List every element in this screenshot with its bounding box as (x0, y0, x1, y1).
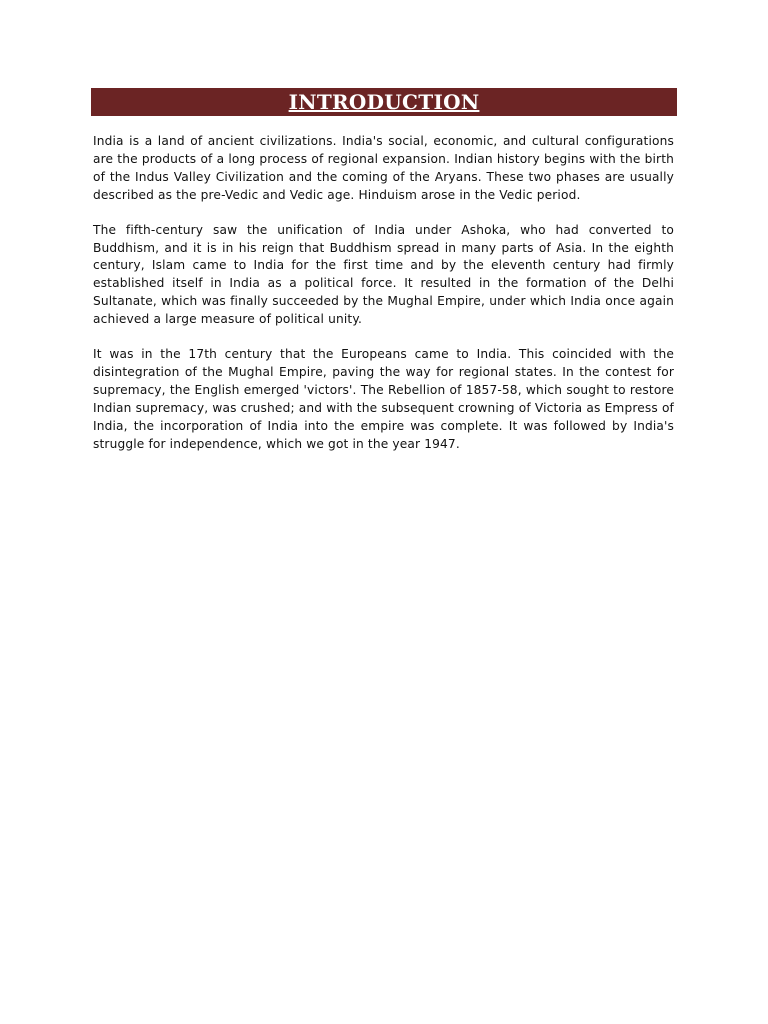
title-bar (91, 88, 677, 116)
page-title: INTRODUCTION (288, 90, 480, 114)
body-text (93, 133, 674, 471)
paragraph-1: India is a land of ancient civilizations. India's social, economic, and cultural configurations are the products of a long process of regional expansion. Indian history begins with the birth of the Indus Valley Civilization and the coming of the Aryans. These two phases are usually described as the pre-Vedic and Vedic age. Hinduism arose in the Vedic period. (93, 134, 674, 202)
paragraph-3: It was in the 17th century that the Europeans came to India. This coincided with the disintegration of the Mughal Empire, paving the way for regional states. In the contest for supremacy, the English emerged 'victors'. The Rebellion of 1857-58, which sought to restore Indian supremacy, was crushed; and with the subsequent crowning of Victoria as Empress of India, the incorporation of India into the empire was complete. It was followed by India's struggle for independence, which we got in the year 1947. (93, 347, 674, 451)
paragraph-2: The fifth-century saw the unification of India under Ashoka, who had converted to Buddhism, and it is in his reign that Buddhism spread in many parts of Asia. In the eighth century, Islam came to India for the first time and by the eleventh century had firmly established itself in India as a political force. It resulted in the formation of the Delhi Sultanate, which was finally succeeded by the Mughal Empire, under which India once again achieved a large measure of political unity. (93, 222, 674, 327)
